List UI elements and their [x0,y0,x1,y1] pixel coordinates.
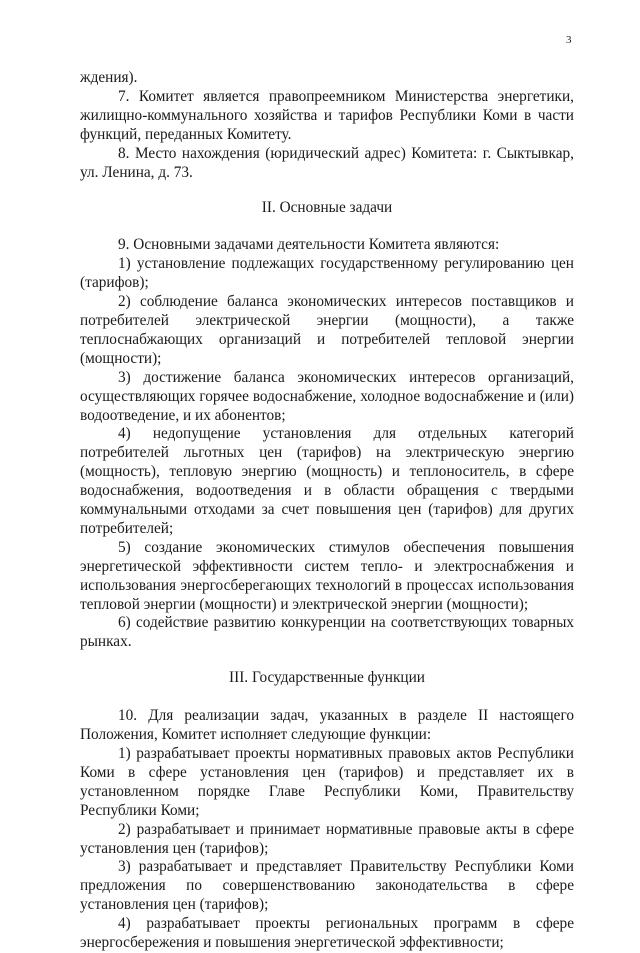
paragraph: 7. Комитет является правопреемником Министерства энергетики, жилищно-коммунального хозяйства и тарифов Республики Коми в части функций, переданных Комитету. [80,87,574,143]
page-number: 3 [566,34,572,46]
paragraph: 4) недопущение установления для отдельных категорий потребителей льготных цен (тарифов) на электрическую энергию (мощность), тепловую энергию (мощность) и теплоноситель, в сфере водоснабжения, водоотведения и в области обращения с твердыми коммунальными отходами за счет повышения цен (тарифов) для других потребителей; [80,425,574,537]
paragraph: 10. Для реализации задач, указанных в разделе II настоящего Положения, Комитет исполняет следующие функции: [80,707,574,744]
paragraph: ждения). [80,69,138,86]
paragraph: 2) соблюдение баланса экономических интересов поставщиков и потребителей электрической энергии (мощности), а также теплоснабжающих организаций и потребителей тепловой энергии (мощности); [80,293,574,367]
document-body [80,69,574,953]
paragraph: 1) установление подлежащих государственному регулированию цен (тарифов); [80,255,574,292]
paragraph: 5) создание экономических стимулов обеспечения повышения энергетической эффективности систем тепло- и электроснабжения и использования энергосберегающих технологий в процессах использования тепловой энергии (мощности) и электрической энергии (мощности); [80,538,574,613]
paragraph: 2) разрабатывает и принимает нормативные правовые акты в сфере установления цен (тарифов); [80,820,574,857]
paragraph: 8. Место нахождения (юридический адрес) Комитета: г. Сыктывкар, ул. Ленина, д. 73. [80,144,574,181]
paragraph: 9. Основными задачами деятельности Комитета являются: [118,236,500,254]
section-heading: III. Государственные функции [229,669,425,687]
paragraph: 3) достижение баланса экономических интересов организаций, осуществляющих горячее водоснабжение, холодное водоснабжение и (или) водоотведение, и их абонентов; [80,368,574,424]
paragraph: 6) содействие развитию конкуренции на соответствующих товарных рынках. [80,614,574,651]
section-heading: II. Основные задачи [261,199,393,217]
paragraph: 4) разрабатывает проекты региональных программ в сфере энергосбережения и повышения энергетической эффективности; [80,915,574,952]
paragraph: 1) разрабатывает проекты нормативных правовых актов Республики Коми в сфере установления цен (тарифов) и представляет их в установленном порядке Главе Республики Коми, Правительству Республики Коми; [80,745,574,819]
paragraph: 3) разрабатывает и представляет Правительству Республики Коми предложения по совершенствованию законодательства в сфере установления цен (тарифов); [80,858,574,914]
